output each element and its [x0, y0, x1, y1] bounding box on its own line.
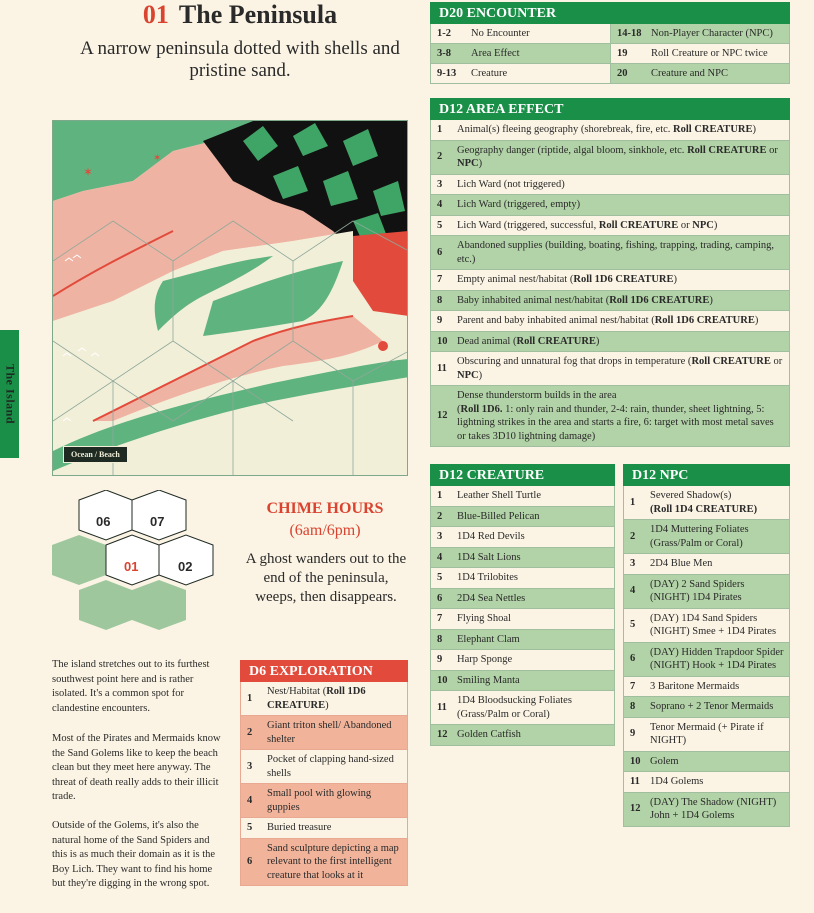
- hex-07-label: 07: [150, 514, 165, 529]
- hex-cluster-graphic: [52, 490, 232, 650]
- table-row: 11 Obscuring and unnatural fog that drops in temperature (Roll CREATURE or NPC): [431, 352, 789, 386]
- d20-row: 1-2 No Encounter: [431, 24, 610, 44]
- d12-npc-table: [623, 464, 790, 827]
- table-row: 11 1D4 Bloodsucking Foliates (Grass/Palm or Coral): [431, 691, 614, 725]
- map-illustration: [53, 121, 408, 476]
- side-tab-label: The Island: [3, 363, 17, 425]
- table-row: 9 Harp Sponge: [431, 650, 614, 671]
- map-label: Ocean / Beach: [63, 446, 128, 463]
- table-row: 3 1D4 Red Devils: [431, 527, 614, 548]
- location-number: 01: [142, 0, 169, 29]
- island-paragraph-2: Most of the Pirates and Mermaids know the Sand Golems like to keep the beach clean but they meet here anyway. The threat of death really adds to their illicit trade.: [52, 733, 221, 802]
- d12-npc-rows: [623, 486, 790, 827]
- page-title: [60, 0, 420, 30]
- d6-table-title: D6 EXPLORATION: [240, 660, 408, 682]
- table-row: 8 Baby inhabited animal nest/habitat (Roll 1D6 CREATURE): [431, 291, 789, 312]
- island-paragraph-3: Outside of the Golems, it's also the natural home of the Sand Spiders and this is as much their domain as it is the Boy Lich. They want to find his home but they're digging in the wrong spot.: [52, 820, 216, 889]
- island-paragraph-1: The island stretches out to its furthest southwest point here and is rather isolated. It's a common spot for clandestine encounters.: [52, 659, 210, 714]
- chime-hours-title: CHIME HOURS: [266, 500, 384, 517]
- table-row: 2 Giant triton shell/ Abandoned shelter: [241, 716, 407, 750]
- table-row: 2 Geography danger (riptide, algal bloom, sinkhole, etc. Roll CREATURE or NPC): [431, 141, 789, 175]
- d20-row: 3-8 Area Effect: [431, 44, 610, 64]
- d20-encounter-table: [430, 2, 790, 84]
- table-row: 2 1D4 Muttering Foliates (Grass/Palm or Coral): [624, 520, 789, 554]
- table-row: 5 Lich Ward (triggered, successful, Roll CREATURE or NPC): [431, 216, 789, 237]
- table-row: 4 Small pool with glowing guppies: [241, 784, 407, 818]
- location-subtitle: A narrow peninsula dotted with shells and pristine sand.: [80, 38, 400, 81]
- d12-area-rows: [430, 120, 790, 447]
- table-row: 4 1D4 Salt Lions: [431, 548, 614, 569]
- table-row: 6 Abandoned supplies (building, boating, fishing, trapping, trading, camping, etc.): [431, 236, 789, 270]
- hex-map: [52, 490, 232, 650]
- table-row: 4 Lich Ward (triggered, empty): [431, 195, 789, 216]
- hex-empty-bottom-right: [132, 580, 186, 630]
- d6-rows: [240, 682, 408, 886]
- table-row: 7 3 Baritone Mermaids: [624, 677, 789, 698]
- table-row: 1 Animal(s) fleeing geography (shorebreak, fire, etc. Roll CREATURE): [431, 120, 789, 141]
- location-map: [52, 120, 408, 476]
- table-row: 9 Tenor Mermaid (+ Pirate if NIGHT): [624, 718, 789, 752]
- d12-area-effect-table: [430, 98, 790, 447]
- hex-02-label: 02: [178, 559, 193, 574]
- d12-creature-table-title: D12 CREATURE: [430, 464, 615, 486]
- table-row: 7 Empty animal nest/habitat (Roll 1D6 CREATURE): [431, 270, 789, 291]
- hex-01-label: 01: [124, 559, 139, 574]
- table-row: 3 Lich Ward (not triggered): [431, 175, 789, 196]
- table-row: 6 (DAY) Hidden Trapdoor Spider (NIGHT) Hook + 1D4 Pirates: [624, 643, 789, 677]
- table-row: 1 Nest/Habitat (Roll 1D6 CREATURE): [241, 682, 407, 716]
- table-row: 12 Dense thunderstorm builds in the area (Roll 1D6. 1: only rain and thunder, 2-4: rain, thunder, sheet lightning, 5: lightning strikes in the area and starts a fire, 6: target with most metal saves or takes 3D10 lightning damage): [431, 386, 789, 447]
- table-row: 9 Parent and baby inhabited animal nest/habitat (Roll 1D6 CREATURE): [431, 311, 789, 332]
- chime-hours-text: A ghost wanders out to the end of the peninsula, weeps, then disappears.: [245, 551, 407, 605]
- table-row: 10 Dead animal (Roll CREATURE): [431, 332, 789, 353]
- d6-exploration-table: [240, 660, 408, 886]
- table-row: 3 2D4 Blue Men: [624, 554, 789, 575]
- d20-table-title: D20 ENCOUNTER: [430, 2, 790, 24]
- d20-row: 20 Creature and NPC: [610, 64, 789, 84]
- table-row: 1 Leather Shell Turtle: [431, 486, 614, 507]
- table-row: 10 Golem: [624, 752, 789, 773]
- side-tab: [0, 330, 19, 458]
- table-row: 10 Smiling Manta: [431, 671, 614, 692]
- table-row: 5 (DAY) 1D4 Sand Spiders (NIGHT) Smee + 1D4 Pirates: [624, 609, 789, 643]
- d20-row: 19 Roll Creature or NPC twice: [610, 44, 789, 64]
- d12-area-table-title: D12 AREA EFFECT: [430, 98, 790, 120]
- table-row: 2 Blue-Billed Pelican: [431, 507, 614, 528]
- table-row: 8 Elephant Clam: [431, 630, 614, 651]
- table-row: 12 (DAY) The Shadow (NIGHT) John + 1D4 Golems: [624, 793, 789, 827]
- d12-creature-table: [430, 464, 615, 746]
- hex-empty-bottom-left: [79, 580, 132, 630]
- chime-hours-time: (6am/6pm): [289, 522, 361, 539]
- hex-empty-left: [52, 535, 106, 585]
- svg-text:✶: ✶: [153, 153, 162, 164]
- table-row: 5 Buried treasure: [241, 818, 407, 839]
- table-row: 12 Golden Catfish: [431, 725, 614, 746]
- table-row: 4 (DAY) 2 Sand Spiders (NIGHT) 1D4 Pirates: [624, 575, 789, 609]
- table-row: 1 Severed Shadow(s) (Roll 1D4 CREATURE): [624, 486, 789, 520]
- d20-row: 14-18 Non-Player Character (NPC): [610, 24, 789, 44]
- d20-row: 9-13 Creature: [431, 64, 610, 84]
- svg-text:✶: ✶: [83, 165, 94, 179]
- table-row: 7 Flying Shoal: [431, 609, 614, 630]
- table-row: 3 Pocket of clapping hand-sized shells: [241, 750, 407, 784]
- table-row: 8 Soprano + 2 Tenor Mermaids: [624, 697, 789, 718]
- location-title: The Peninsula: [178, 0, 338, 29]
- d12-creature-rows: [430, 486, 615, 746]
- d12-npc-table-title: D12 NPC: [623, 464, 790, 486]
- hex-06-label: 06: [96, 514, 111, 529]
- table-row: 6 2D4 Sea Nettles: [431, 589, 614, 610]
- table-row: 6 Sand sculpture depicting a map relevant to the first intelligent creature that looks at it: [241, 839, 407, 887]
- table-row: 5 1D4 Trilobites: [431, 568, 614, 589]
- table-row: 11 1D4 Golems: [624, 772, 789, 793]
